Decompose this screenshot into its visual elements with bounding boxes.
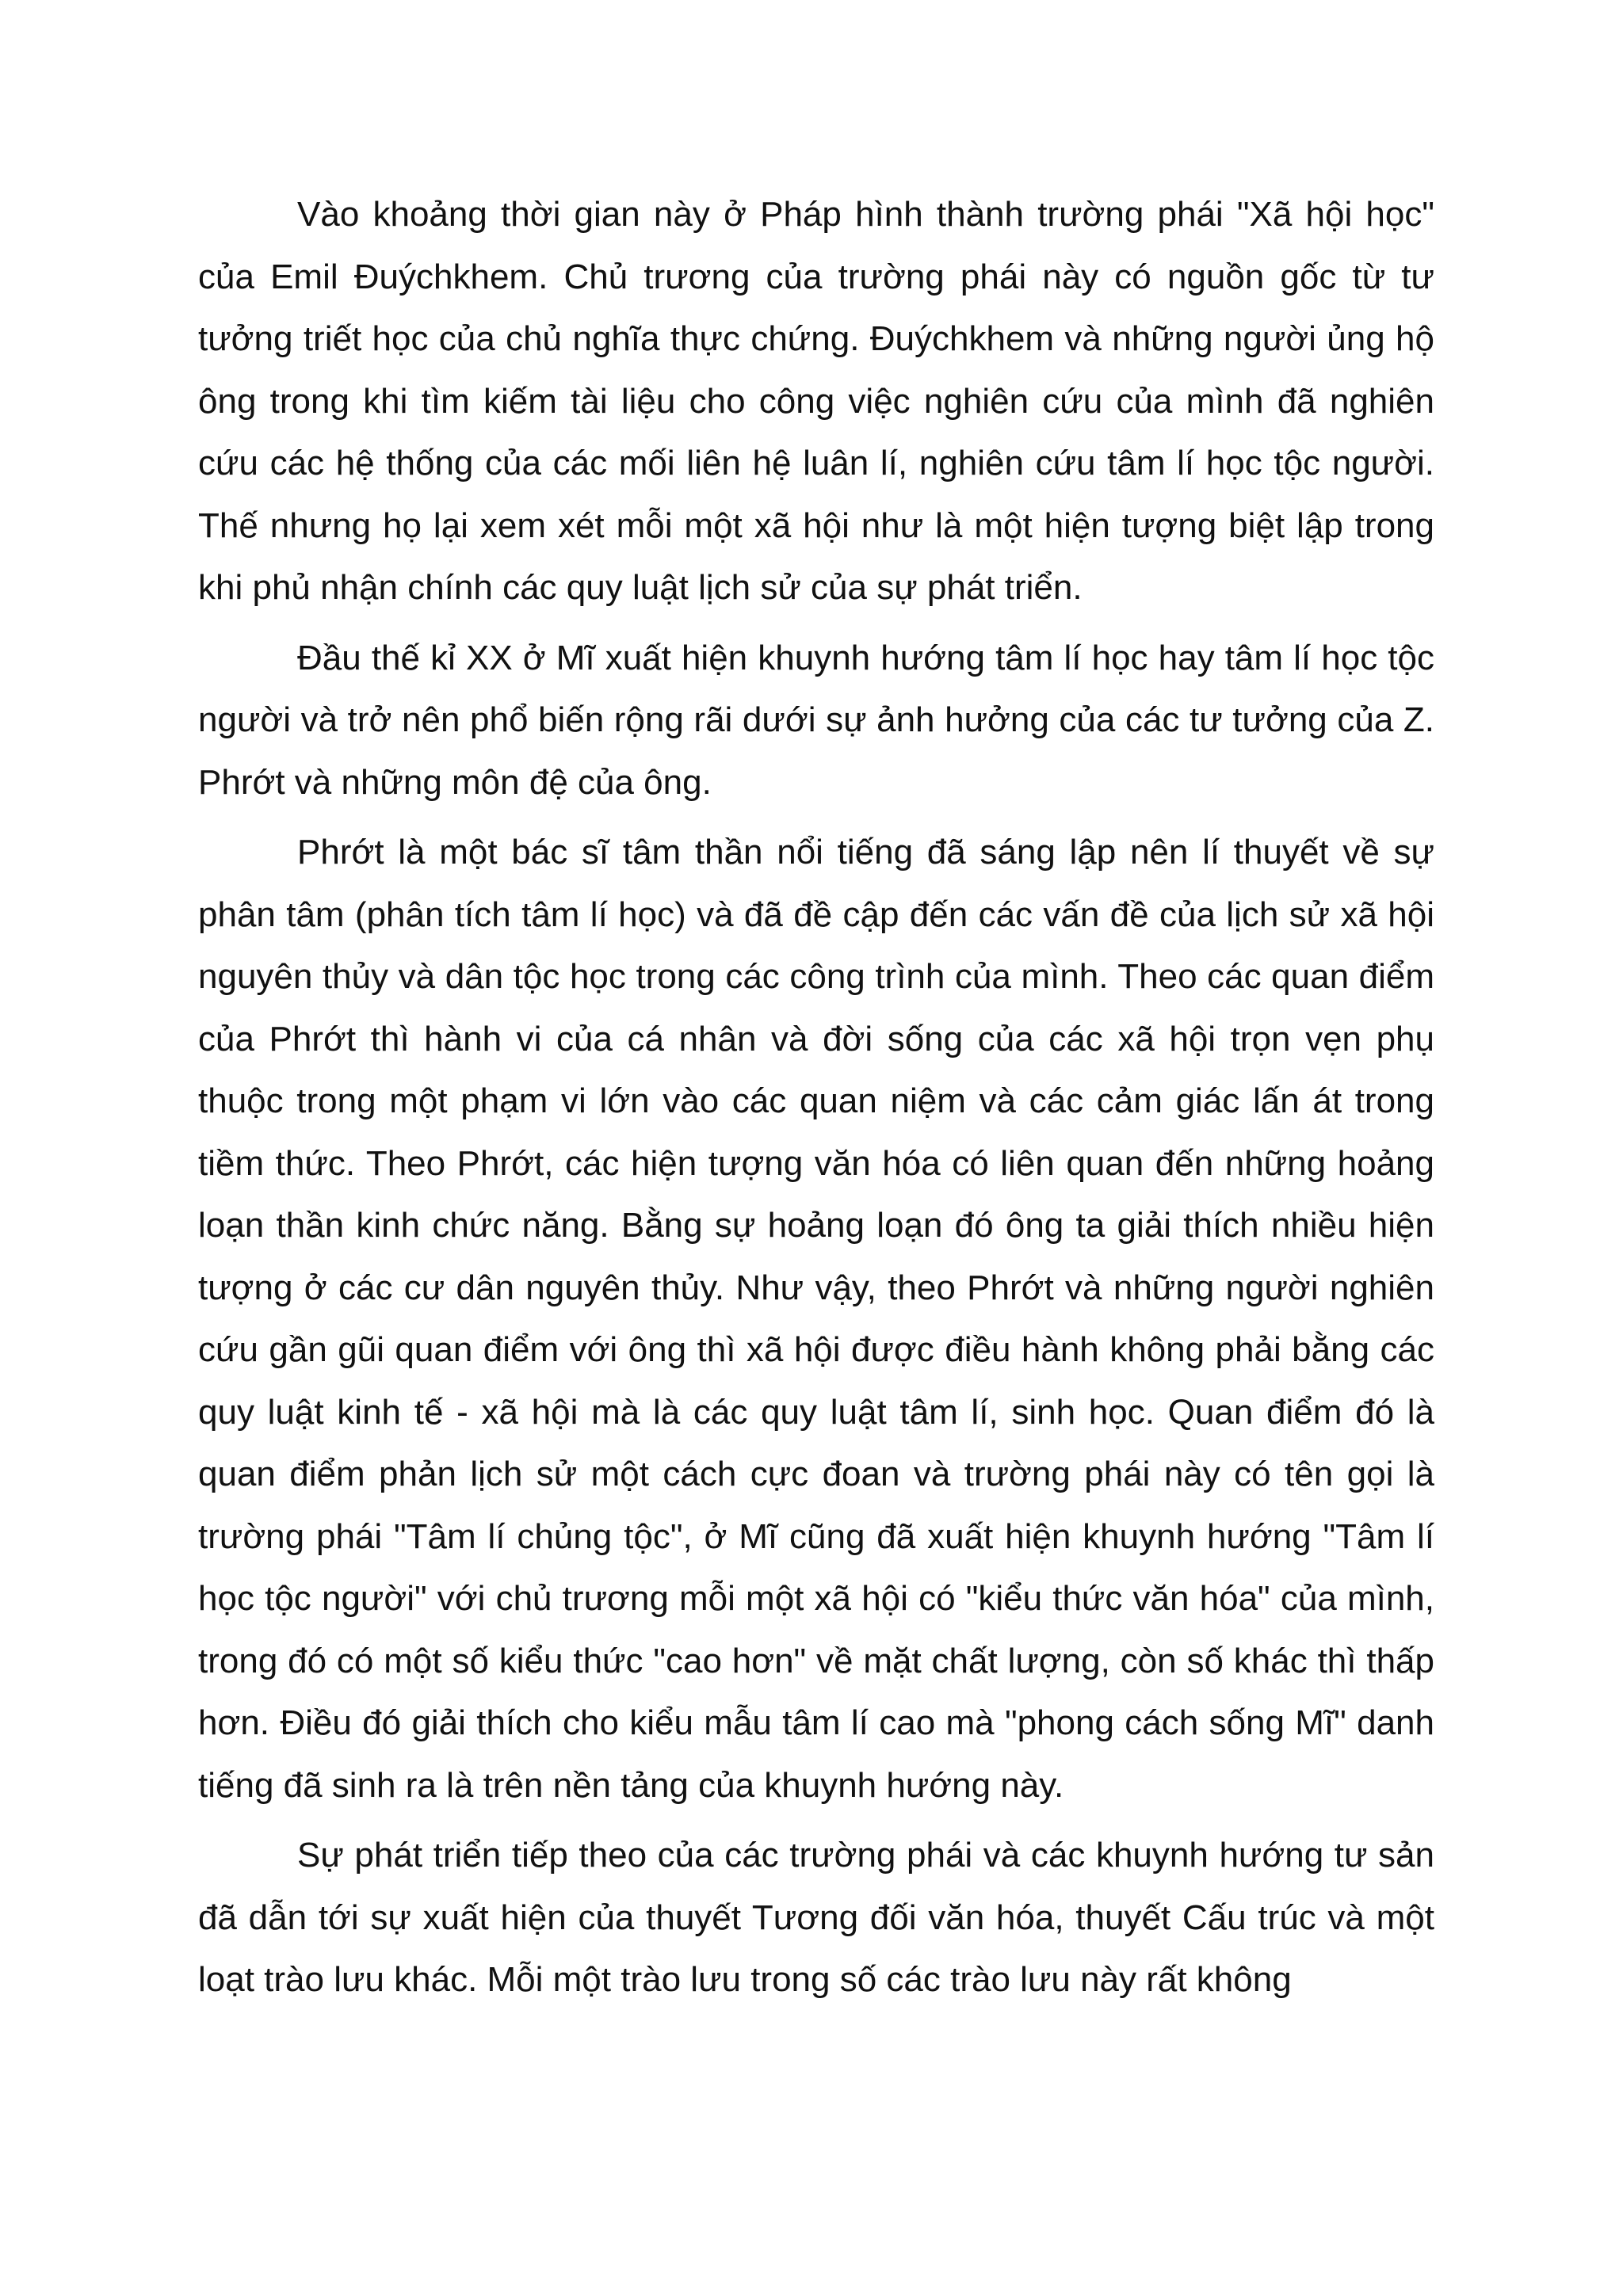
paragraph: Đầu thế kỉ XX ở Mĩ xuất hiện khuynh hướng tâm lí học hay tâm lí học tộc người và trở nên phổ biến rộng rãi dưới sự ảnh hưởng của các tư tưởng của Z. Phrớt và những môn đệ của ông. — [198, 638, 1434, 802]
body-text — [198, 184, 1434, 2019]
paragraph: Vào khoảng thời gian này ở Pháp hình thành trường phái "Xã hội học" của Emil Đuýchkhem. Chủ trương của trường phái này có nguồn gốc từ tư tưởng triết học của chủ nghĩa thực chứng. Đuýchkhem và những người ủng hộ ông trong khi tìm kiếm tài liệu cho công việc nghiên cứu của mình đã nghiên cứu các hệ thống của các mối liên hệ luân lí, nghiên cứu tâm lí học tộc người. Thế nhưng họ lại xem xét mỗi một xã hội như là một hiện tượng biệt lập trong khi phủ nhận chính các quy luật lịch sử của sự phát triển. — [198, 195, 1434, 607]
paragraph: Phrớt là một bác sĩ tâm thần nổi tiếng đã sáng lập nên lí thuyết về sự phân tâm (phân tích tâm lí học) và đã đề cập đến các vấn đề của lịch sử xã hội nguyên thủy và dân tộc học trong các công trình của mình. Theo các quan điểm của Phrớt thì hành vi của cá nhân và đời sống của các xã hội trọn vẹn phụ thuộc trong một phạm vi lớn vào các quan niệm và các cảm giác lấn át trong tiềm thức. Theo Phrớt, các hiện tượng văn hóa có liên quan đến những hoảng loạn thần kinh chức năng. Bằng sự hoảng loạn đó ông ta giải thích nhiều hiện tượng ở các cư dân nguyên thủy. Như vậy, theo Phrớt và những người nghiên cứu gần gũi quan điểm với ông thì xã hội được điều hành không phải bằng các quy luật kinh tế - xã hội mà là các quy luật tâm lí, sinh học. Quan điểm đó là quan điểm phản lịch sử một cách cực đoan và trường phái này có tên gọi là trường phái "Tâm lí chủng tộc", ở Mĩ cũng đã xuất hiện khuynh hướng "Tâm lí học tộc người" với chủ trương mỗi một xã hội có "kiểu thức văn hóa" của mình, trong đó có một số kiểu thức "cao hơn" về mặt chất lượng, còn số khác thì thấp hơn. Điều đó giải thích cho kiểu mẫu tâm lí cao mà "phong cách sống Mĩ" danh tiếng đã sinh ra là trên nền tảng của khuynh hướng này. — [198, 833, 1434, 1805]
paragraph: Sự phát triển tiếp theo của các trường phái và các khuynh hướng tư sản đã dẫn tới sự xuất hiện của thuyết Tương đối văn hóa, thuyết Cấu trúc và một loạt trào lưu khác. Mỗi một trào lưu trong số các trào lưu này rất không — [198, 1836, 1434, 1999]
